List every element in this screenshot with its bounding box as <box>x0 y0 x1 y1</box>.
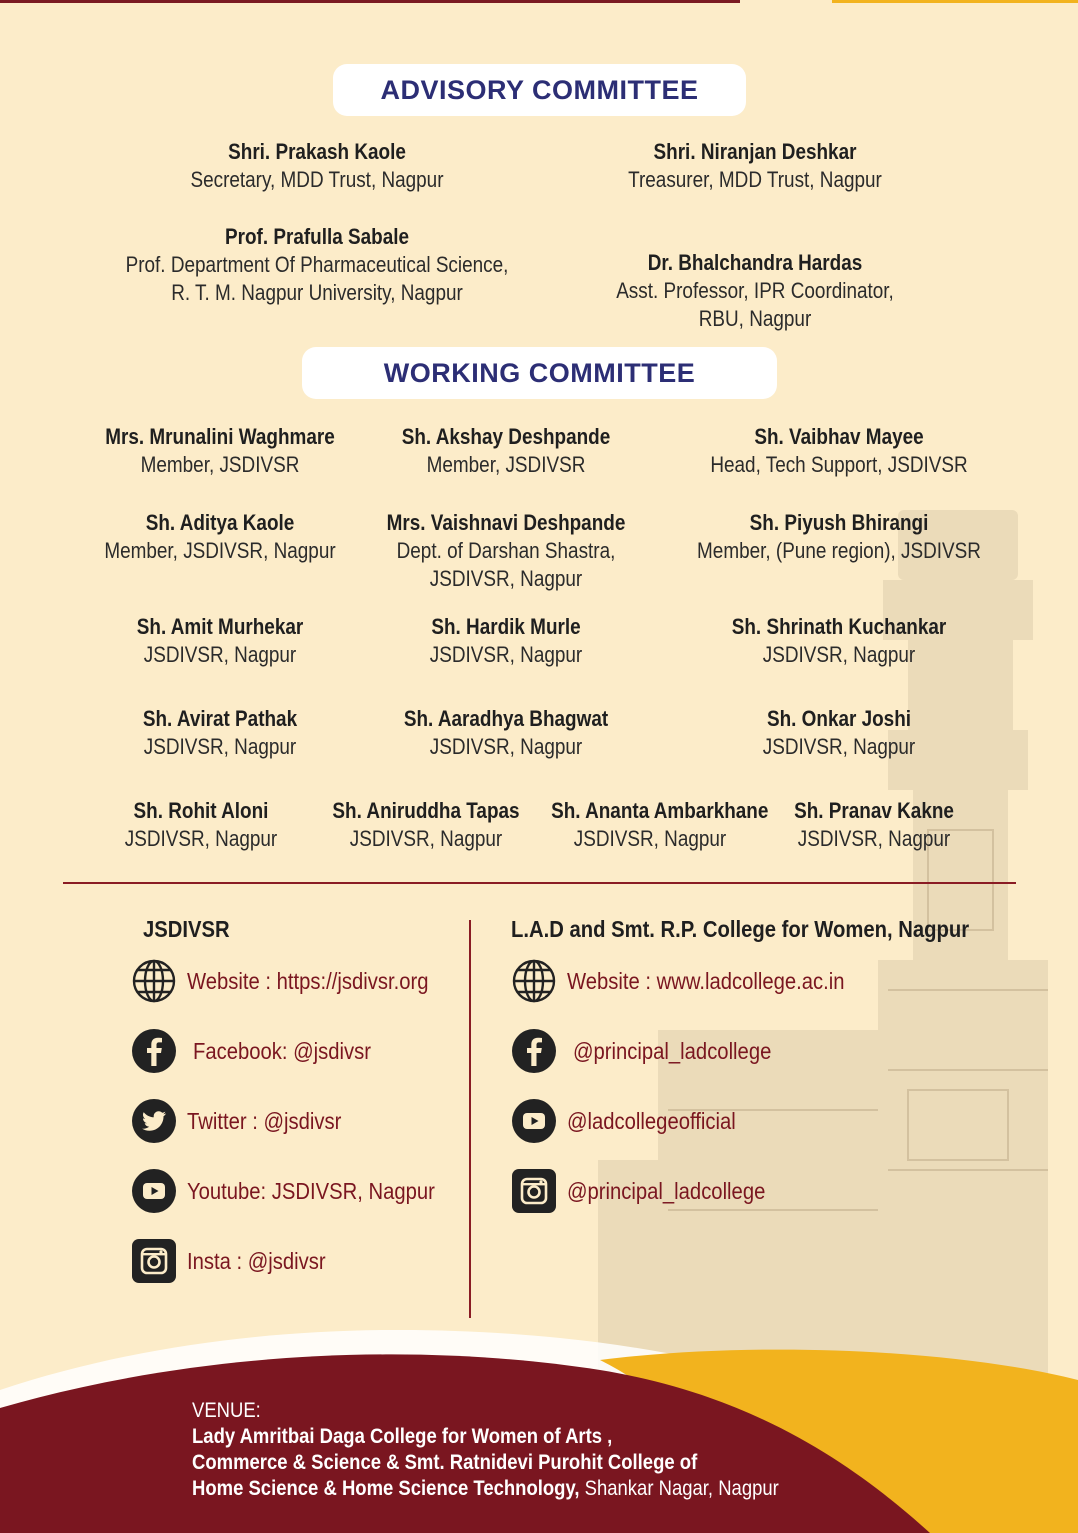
working-member <box>91 797 311 853</box>
twitter-text: Twitter : @jsdivsr <box>187 1107 342 1134</box>
advisory-member <box>555 138 955 194</box>
youtube-icon <box>511 1098 557 1144</box>
member-name: Shri. Niranjan Deshkar <box>653 139 857 164</box>
working-member <box>669 705 1009 761</box>
college-contacts-title: L.A.D and Smt. R.P. College for Women, Nagpur <box>511 916 970 942</box>
jsdivsr-youtube-link[interactable] <box>131 1168 469 1214</box>
working-member <box>70 423 370 479</box>
working-member <box>356 509 656 593</box>
venue-line1: Lady Amritbai Daga College for Women of Arts , <box>192 1425 613 1448</box>
working-committee-heading <box>302 347 777 399</box>
college-instagram-link[interactable] <box>511 1168 792 1214</box>
youtube-text: Youtube: JSDIVSR, Nagpur <box>187 1177 435 1204</box>
venue-line2: Commerce & Science & Smt. Ratnidevi Purohit College of <box>192 1451 698 1474</box>
member-role-line2: R. T. M. Nagpur University, Nagpur <box>171 280 463 305</box>
member-role: Secretary, MDD Trust, Nagpur <box>190 167 444 192</box>
twitter-icon <box>131 1098 177 1144</box>
college-youtube-link[interactable] <box>511 1098 759 1144</box>
member-name: Sh. Pranav Kakne <box>794 798 954 823</box>
member-role: JSDIVSR, Nagpur <box>762 642 916 667</box>
working-member <box>70 509 370 565</box>
member-name: Sh. Ananta Ambarkhane <box>551 798 769 823</box>
jsdivsr-facebook-link[interactable] <box>131 1028 395 1074</box>
member-name: Sh. Amit Murhekar <box>136 614 304 639</box>
facebook-icon <box>511 1028 557 1074</box>
jsdivsr-website-link[interactable] <box>131 958 461 1004</box>
working-member <box>669 423 1009 479</box>
working-member <box>535 797 769 853</box>
globe-icon <box>511 958 557 1004</box>
member-name: Sh. Aditya Kaole <box>145 510 295 535</box>
member-role: JSDIVSR, Nagpur <box>573 826 727 851</box>
member-role: JSDIVSR, Nagpur <box>762 734 916 759</box>
working-member <box>356 423 656 479</box>
instagram-text: Insta : @jsdivsr <box>187 1247 326 1274</box>
member-name: Mrs. Vaishnavi Deshpande <box>386 510 626 535</box>
member-role-line2: JSDIVSR, Nagpur <box>429 566 583 591</box>
college-website-link[interactable] <box>511 958 882 1004</box>
member-role-line2: RBU, Nagpur <box>698 306 812 331</box>
member-role: Asst. Professor, IPR Coordinator, <box>616 278 894 303</box>
working-member <box>70 705 370 761</box>
venue-line3-bold: Home Science & Home Science Technology, <box>192 1477 580 1500</box>
member-role: JSDIVSR, Nagpur <box>429 734 583 759</box>
instagram-icon <box>131 1238 177 1284</box>
jsdivsr-instagram-link[interactable] <box>131 1238 345 1284</box>
member-name: Sh. Avirat Pathak <box>142 706 298 731</box>
facebook-icon <box>131 1028 177 1074</box>
jsdivsr-contacts-title: JSDIVSR <box>143 916 230 942</box>
member-role: Treasurer, MDD Trust, Nagpur <box>628 167 882 192</box>
advisory-member <box>87 223 547 307</box>
member-name: Mrs. Mrunalini Waghmare <box>105 424 335 449</box>
youtube-icon <box>131 1168 177 1214</box>
college-facebook-link[interactable] <box>511 1028 798 1074</box>
venue-label: VENUE: <box>192 1399 261 1422</box>
venue-line3-rest: Shankar Nagar, Nagpur <box>579 1477 779 1500</box>
member-role: JSDIVSR, Nagpur <box>797 826 951 851</box>
youtube-text: @ladcollegeofficial <box>567 1107 736 1134</box>
member-role: JSDIVSR, Nagpur <box>143 642 297 667</box>
member-role: JSDIVSR, Nagpur <box>429 642 583 667</box>
working-member <box>669 509 1009 565</box>
section-divider <box>63 882 1016 884</box>
instagram-icon <box>511 1168 557 1214</box>
member-name: Sh. Aniruddha Tapas <box>332 798 520 823</box>
member-role: Member, JSDIVSR <box>426 452 586 477</box>
facebook-text: Facebook: @jsdivsr <box>193 1037 372 1064</box>
working-member <box>356 613 656 669</box>
working-heading-text: WORKING COMMITTEE <box>383 357 696 388</box>
member-role: JSDIVSR, Nagpur <box>143 734 297 759</box>
advisory-member <box>555 249 955 333</box>
working-member <box>70 613 370 669</box>
member-role: Member, JSDIVSR <box>140 452 300 477</box>
member-role: JSDIVSR, Nagpur <box>124 826 278 851</box>
jsdivsr-twitter-link[interactable] <box>131 1098 362 1144</box>
website-text: Website : https://jsdivsr.org <box>187 967 429 994</box>
member-role: Dept. of Darshan Shastra, <box>396 538 616 563</box>
member-role: Prof. Department Of Pharmaceutical Science, <box>125 252 509 277</box>
member-name: Sh. Hardik Murle <box>431 614 581 639</box>
working-member <box>356 705 656 761</box>
advisory-member <box>117 138 517 194</box>
top-color-strip <box>0 0 1078 3</box>
member-name: Shri. Prakash Kaole <box>228 139 406 164</box>
member-role: Member, (Pune region), JSDIVSR <box>697 538 981 563</box>
member-name: Sh. Shrinath Kuchankar <box>731 614 947 639</box>
member-name: Prof. Prafulla Sabale <box>224 224 410 249</box>
advisory-committee-heading <box>333 64 746 116</box>
member-role: Member, JSDIVSR, Nagpur <box>104 538 336 563</box>
member-name: Sh. Vaibhav Mayee <box>754 424 924 449</box>
member-name: Sh. Onkar Joshi <box>766 706 912 731</box>
working-member <box>316 797 536 853</box>
venue-block <box>192 1398 859 1502</box>
working-member <box>669 613 1009 669</box>
advisory-heading-text: ADVISORY COMMITTEE <box>380 74 699 105</box>
facebook-text: @principal_ladcollege <box>573 1037 772 1064</box>
instagram-text: @principal_ladcollege <box>567 1177 766 1204</box>
member-name: Sh. Rohit Aloni <box>133 798 269 823</box>
working-member <box>764 797 984 853</box>
member-name: Sh. Piyush Bhirangi <box>749 510 929 535</box>
member-name: Sh. Aaradhya Bhagwat <box>403 706 609 731</box>
member-name: Dr. Bhalchandra Hardas <box>647 250 863 275</box>
column-divider <box>469 920 471 1318</box>
member-role: JSDIVSR, Nagpur <box>349 826 503 851</box>
globe-icon <box>131 958 177 1004</box>
member-role: Head, Tech Support, JSDIVSR <box>710 452 968 477</box>
member-name: Sh. Akshay Deshpande <box>401 424 611 449</box>
website-text: Website : www.ladcollege.ac.in <box>567 967 845 994</box>
